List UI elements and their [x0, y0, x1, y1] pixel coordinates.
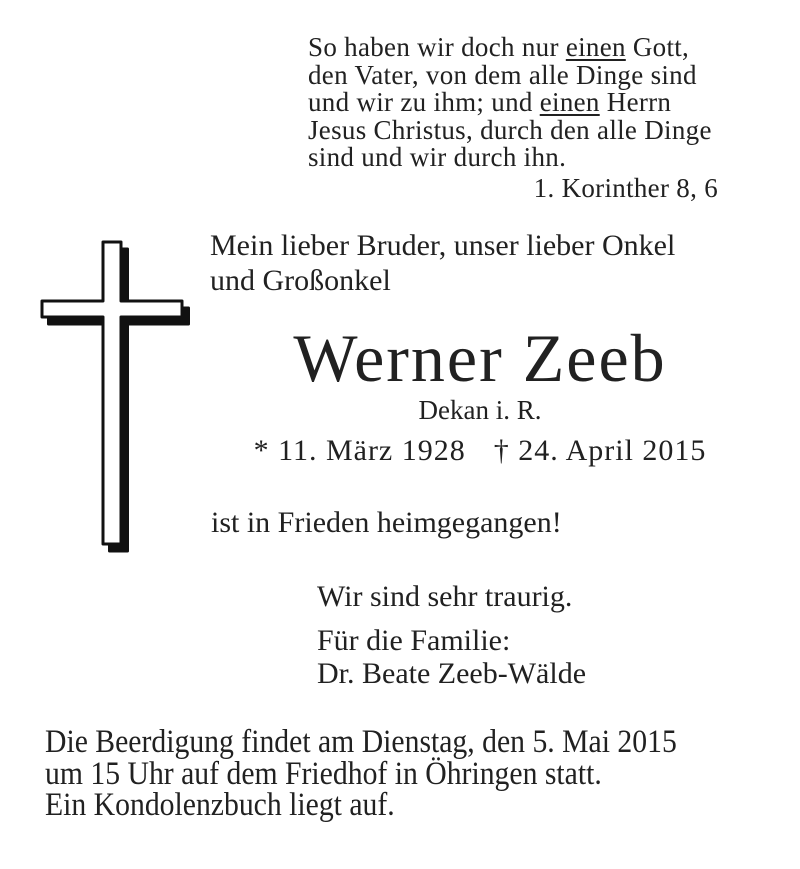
salutation-line: und Großonkel [210, 264, 391, 297]
quote-text: Gott, [625, 32, 690, 62]
salutation [210, 228, 675, 298]
passing-message: ist in Frieden heimgegangen! [211, 506, 562, 539]
funeral-info [45, 724, 677, 823]
funeral-line: Die Beerdigung findet am Dienstag, den 5. Mai 2015 [45, 724, 677, 760]
family-intro: Für die Familie: [317, 624, 511, 657]
scripture-quote [308, 34, 756, 202]
quote-text: und wir zu ihm; und [308, 87, 540, 117]
quote-line: sind und wir durch ihn. [308, 142, 567, 172]
cross-face [42, 242, 182, 544]
salutation-line: Mein lieber Bruder, unser lieber Onkel [210, 229, 676, 262]
quote-line [308, 89, 756, 117]
quote-underlined-word: einen [565, 32, 626, 62]
cross-svg [38, 240, 194, 556]
life-dates [205, 435, 755, 466]
quote-line [308, 34, 756, 62]
deceased-title: Dekan i. R. [418, 395, 542, 425]
quote-line: Jesus Christus, durch den alle Dinge [308, 114, 712, 145]
family-name: Dr. Beate Zeeb-Wälde [317, 657, 587, 690]
deceased-name: Werner Zeeb [293, 320, 667, 396]
latin-cross-icon [38, 240, 194, 556]
death-date: † 24. April 2015 [493, 434, 707, 467]
funeral-line: um 15 Uhr auf dem Friedhof in Öhringen statt. [45, 755, 602, 792]
funeral-line: Ein Kondolenzbuch liegt auf. [45, 787, 395, 823]
quote-text: Herrn [599, 87, 672, 117]
scripture-reference: 1. Korinther 8, 6 [533, 172, 718, 203]
quote-text: So haben wir doch nur [308, 32, 566, 62]
mourning-line: Wir sind sehr traurig. [317, 580, 573, 613]
quote-underlined-word: einen [539, 87, 600, 117]
birth-date: * 11. März 1928 [253, 434, 466, 467]
quote-line: den Vater, von dem alle Dinge sind [308, 59, 697, 90]
